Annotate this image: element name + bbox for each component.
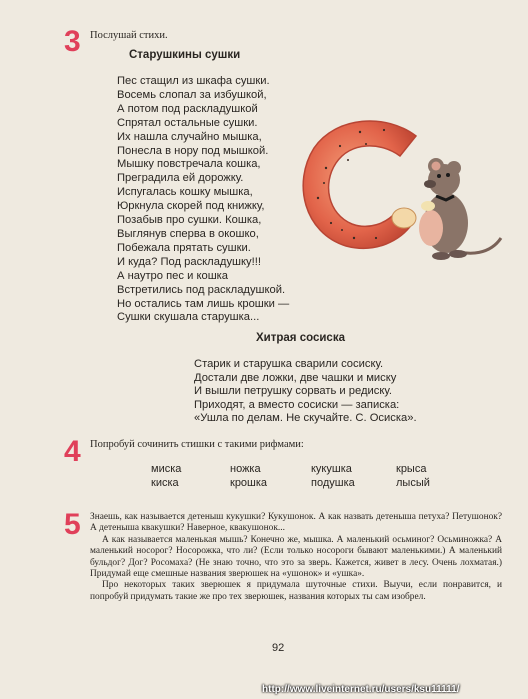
poem-line: Восемь слопал за избушкой, [117, 88, 267, 101]
rhyme-word: кукушка [311, 463, 352, 475]
poem-2-body [194, 358, 417, 426]
rhyme-pair-2 [230, 462, 267, 490]
poem-line: А наутро пес и кошка [117, 269, 229, 282]
poem-line: «Ушла по делам. Не скучайте. С. Осиска». [194, 412, 417, 425]
poem-line: Старик и старушка сварили сосиску. [194, 358, 384, 370]
poem-line: Мышку повстречала кошка, [117, 158, 261, 171]
rhyme-pair-1 [151, 462, 181, 490]
poem-line: Понесла в нору под мышкой. [117, 144, 269, 157]
poem-line: И куда? Под раскладушку!!! [117, 255, 261, 268]
rhyme-word: лысый [396, 477, 430, 489]
poem-line: Их нашла случайно мышка, [117, 130, 262, 143]
page-number: 92 [272, 642, 285, 654]
rhyme-word: крошка [230, 477, 268, 489]
poem-2-title: Хитрая сосиска [256, 332, 345, 344]
paragraph: Знаешь, как называется детеныш кукушки? Кукушонок. А как назвать детеныша петуха? Петушонок? А детеныша квакушки? Наверное, квакушонок... [90, 512, 502, 534]
poem-line: Сушки скушала старушка... [117, 311, 260, 324]
poem-line: Спрятал остальные сушки. [117, 116, 258, 129]
poem-line: Приходят, а вместо сосиски — записка: [194, 398, 400, 411]
exercise-5-text [90, 512, 502, 603]
rhyme-word: миска [151, 463, 182, 475]
bagel-letter-c-icon [303, 121, 416, 248]
paragraph: Про некоторых таких зверюшек я придумала шуточные стихи. Выучи, если понравится, и попробуй придумать такие же про тех зверюшек, названия которых ты сам изобрел. [90, 580, 502, 602]
rhyme-word: подушка [311, 477, 355, 489]
poem-1-body [117, 75, 289, 325]
poem-line: Испугалась кошку мышка, [117, 186, 253, 199]
exercise-number-4: 4 [64, 435, 81, 468]
poem-line: Позабыв про сушки. Кошка, [117, 214, 262, 227]
paragraph: А как называется маленькая мышь? Конечно же, мышка. А маленький осьминог? Осьминожка? А маленький носорог? Носорожка, что ли? (Если только носороги бывают маленькими.) А маленький бульдог? Дог? Росомаха? (Не знаю точно, что это за зверь. Кажется, живет в лесу. Очень лохматая.) Придумай еще смешные названия зверюшек на «ушонок» и «ушка». [90, 534, 502, 580]
exercise-3-instruction: Послушай стихи. [90, 30, 168, 41]
rhyme-word: крыса [396, 463, 427, 475]
poem-line: Побежала прятать сушки. [117, 241, 251, 254]
poem-line: И вышли петрушку сорвать и редиску. [194, 385, 392, 398]
rhyme-word: ножка [230, 463, 261, 475]
exercise-number-5: 5 [64, 508, 81, 541]
rhyme-pair-3 [311, 462, 355, 490]
mouse-icon [419, 158, 501, 260]
poem-line: А потом под раскладушкой [117, 102, 258, 115]
poem-1-title: Старушкины сушки [129, 49, 241, 61]
exercise-4-instruction: Попробуй сочинить стишки с такими рифмами: [90, 439, 304, 450]
poem-line: Выглянув сперва в окошко, [117, 227, 259, 240]
poem-line: Преградила ей дорожку. [117, 172, 244, 185]
rhyme-pair-4 [396, 462, 430, 490]
poem-line: Встретились под раскладушкой. [117, 283, 286, 296]
poem-line: Достали две ложки, две чашки и миску [194, 371, 397, 384]
exercise-number-3: 3 [64, 25, 81, 58]
poem-line: Пес стащил из шкафа сушки. [117, 75, 270, 87]
poem-line: Но остались там лишь крошки — [117, 297, 290, 310]
bagel-mouse-illustration [296, 108, 506, 280]
rhyme-word: киска [151, 477, 179, 489]
watermark-url: http://www.liveinternet.ru/users/ksu11111/ [262, 684, 460, 695]
poem-line: Юркнула скорей под книжку, [117, 200, 265, 213]
